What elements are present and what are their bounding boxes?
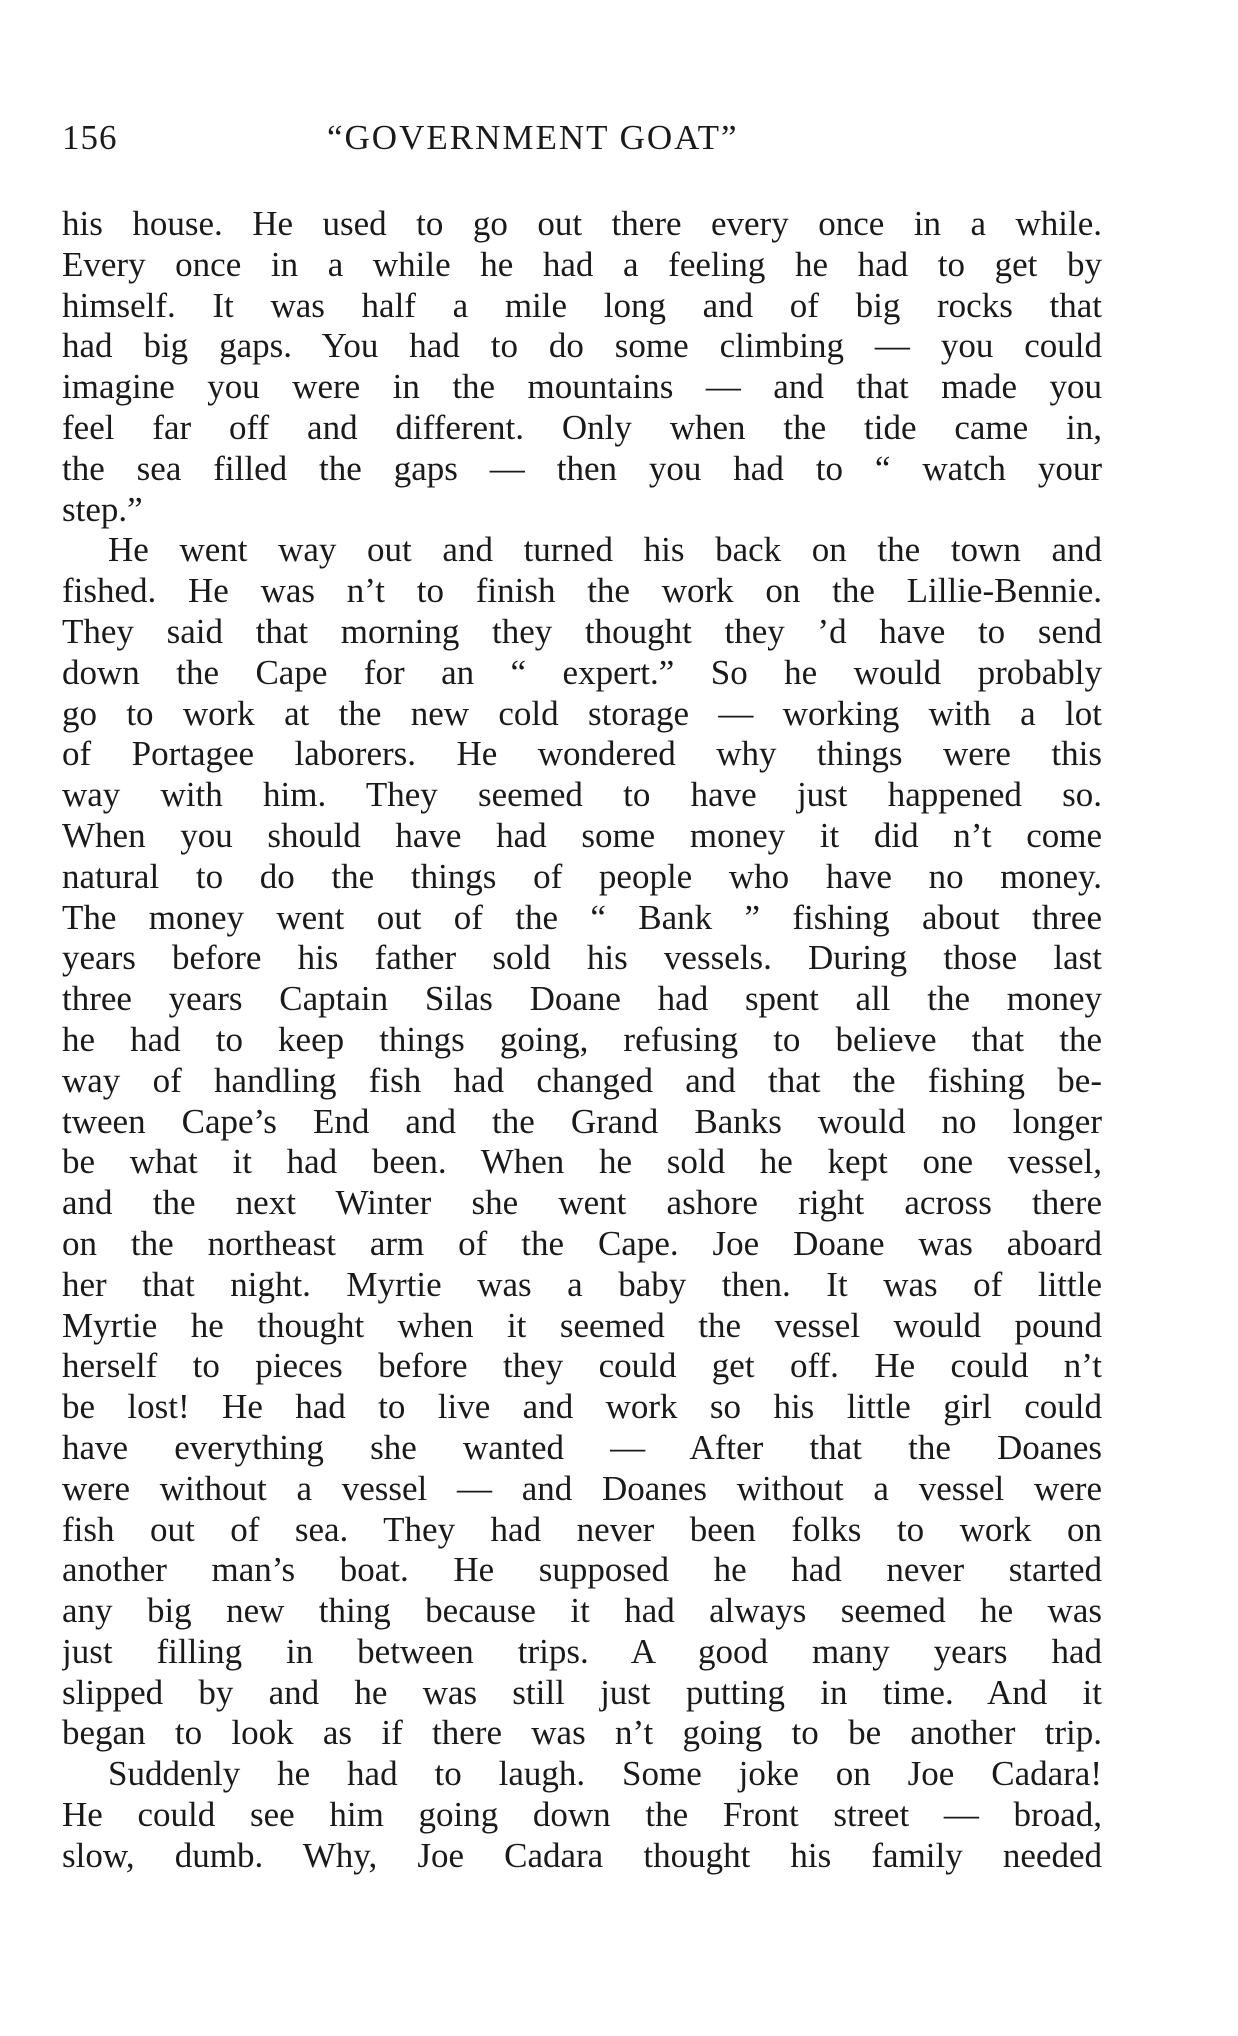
text-line: any big new thing because it had always seemed he was (62, 1591, 1102, 1631)
text-line: The money went out of the “ Bank ” fishing about three (62, 897, 1102, 937)
text-line: slipped by and he was still just putting in time. And it (62, 1672, 1102, 1712)
text-line: They said that morning they thought they ’d have to send (62, 611, 1102, 651)
text-line: herself to pieces before they could get off. He could n’t (62, 1346, 1102, 1386)
text-line: three years Captain Silas Doane had spent all the money (62, 979, 1102, 1019)
text-line: began to look as if there was n’t going to be another trip. (62, 1713, 1102, 1753)
running-head: “GOVERNMENT GOAT” (327, 118, 739, 157)
body-text (62, 204, 1102, 1877)
text-line: have everything she wanted — After that the Doanes (62, 1427, 1102, 1467)
text-line: on the northeast arm of the Cape. Joe Doane was aboard (62, 1223, 1102, 1263)
text-line: Myrtie he thought when it seemed the vessel would pound (62, 1305, 1102, 1345)
text-line: fished. He was n’t to finish the work on the Lillie-Bennie. (62, 571, 1102, 611)
text-line: were without a vessel — and Doanes without a vessel were (62, 1468, 1102, 1508)
text-line: of Portagee laborers. He wondered why things were this (62, 734, 1102, 774)
text-line: be lost! He had to live and work so his little girl could (62, 1387, 1102, 1427)
text-line: natural to do the things of people who have no money. (62, 856, 1102, 896)
text-line: feel far off and different. Only when the tide came in, (62, 407, 1102, 447)
text-line: When you should have had some money it did n’t come (62, 815, 1102, 855)
text-line: imagine you were in the mountains — and that made you (62, 367, 1102, 407)
text-line: go to work at the new cold storage — working with a lot (62, 693, 1102, 733)
text-line: step.” (62, 489, 143, 529)
page-number: 156 (62, 118, 118, 157)
text-line: had big gaps. You had to do some climbing — you could (62, 326, 1102, 366)
text-line: He could see him going down the Front street — broad, (62, 1795, 1102, 1835)
text-line: fish out of sea. They had never been folks to work on (62, 1509, 1102, 1549)
text-line: his house. He used to go out there every once in a while. (62, 204, 1102, 243)
text-line: down the Cape for an “ expert.” So he would probably (62, 652, 1102, 692)
text-line: the sea filled the gaps — then you had to “ watch your (62, 448, 1102, 488)
text-line: way of handling fish had changed and that the fishing be- (62, 1060, 1102, 1100)
text-line: tween Cape’s End and the Grand Banks would no longer (62, 1101, 1102, 1141)
text-line: years before his father sold his vessels. During those last (62, 938, 1102, 978)
text-line: himself. It was half a mile long and of big rocks that (62, 285, 1102, 325)
text-line: and the next Winter she went ashore right across there (62, 1183, 1102, 1223)
text-line: Every once in a while he had a feeling he had to get by (62, 244, 1102, 284)
text-line: Suddenly he had to laugh. Some joke on Joe Cadara! (108, 1754, 1102, 1794)
text-line: just filling in between trips. A good many years had (62, 1631, 1102, 1671)
text-line: be what it had been. When he sold he kept one vessel, (62, 1142, 1102, 1182)
text-line: He went way out and turned his back on the town and (108, 530, 1102, 570)
text-line: slow, dumb. Why, Joe Cadara thought his family needed (62, 1835, 1102, 1875)
page-header (62, 118, 1102, 168)
text-line: he had to keep things going, refusing to believe that the (62, 1019, 1102, 1059)
text-line: way with him. They seemed to have just happened so. (62, 775, 1102, 815)
text-line: another man’s boat. He supposed he had never started (62, 1550, 1102, 1590)
text-line: her that night. Myrtie was a baby then. It was of little (62, 1264, 1102, 1304)
